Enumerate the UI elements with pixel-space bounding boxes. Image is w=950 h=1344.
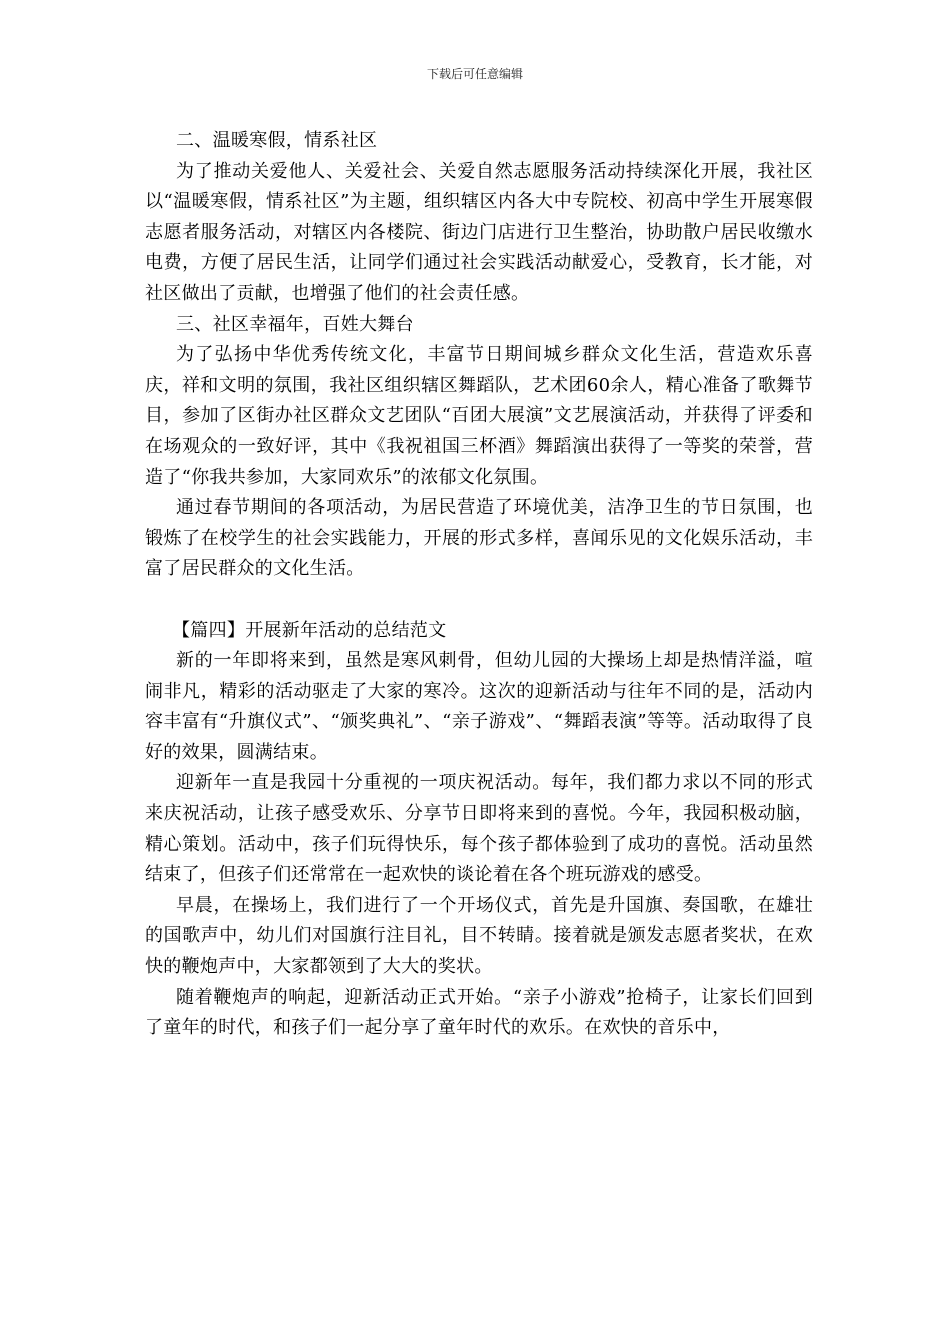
section-2-heading: 二、温暖寒假，情系社区	[176, 130, 378, 151]
page-header: 下载后可任意编辑	[426, 67, 523, 81]
document-body	[145, 126, 813, 1044]
section-3-paragraph-1: 为了弘扬中华优秀传统文化，丰富节日期间城乡群众文化生活，营造欢乐喜庆，祥和文明的氛围，我社区组织辖区舞蹈队，艺术团60余人，精心准备了歌舞节目，参加了区街办社区群众文艺团队“百团大展演”文艺展演活动，并获得了评委和在场观众的一致好评，其中《我祝祖国三杯酒》舞蹈演出获得了一等奖的荣誉，营造了“你我共参加，大家同欢乐”的浓郁文化氛围。	[145, 344, 813, 488]
section-2-paragraph-1: 为了推动关爱他人、关爱社会、关爱自然志愿服务活动持续深化开展，我社区以“温暖寒假，情系社区”为主题，组织辖区内各大中专院校、初高中学生开展寒假志愿者服务活动，对辖区内各楼院、街边门店进行卫生整治，协助散户居民收缴水电费，方便了居民生活，让同学们通过社会实践活动献爱心，受教育，长才能，对社区做出了贡献，也增强了他们的社会责任感。	[145, 160, 813, 304]
chapter-4-paragraph-2: 迎新年一直是我园十分重视的一项庆祝活动。每年，我们都力求以不同的形式来庆祝活动，让孩子感受欢乐、分享节日即将来到的喜悦。今年，我园积极动脑，精心策划。活动中，孩子们玩得快乐，每个孩子都体验到了成功的喜悦。活动虽然结束了，但孩子们还常常在一起欢快的谈论着在各个班玩游戏的感受。	[145, 772, 813, 886]
section-3-paragraph-2: 通过春节期间的各项活动，为居民营造了环境优美，洁净卫生的节日氛围，也锻炼了在校学生的社会实践能力，开展的形式多样，喜闻乐见的文化娱乐活动，丰富了居民群众的文化生活。	[145, 497, 813, 580]
section-3-heading: 三、社区幸福年，百姓大舞台	[176, 313, 414, 335]
chapter-4-paragraph-1: 新的一年即将来到，虽然是寒风刺骨，但幼儿园的大操场上却是热情洋溢，喧闹非凡，精彩的活动驱走了大家的寒冷。这次的迎新活动与往年不同的是，活动内容丰富有“升旗仪式”、“颁奖典礼”、“亲子游戏”、“舞蹈表演”等等。活动取得了良好的效果，圆满结束。	[145, 650, 813, 763]
section-spacer	[145, 585, 813, 616]
chapter-4-paragraph-4: 随着鞭炮声的响起，迎新活动正式开始。“亲子小游戏”抢椅子，让家长们回到了童年的时代，和孩子们一起分享了童年时代的欢乐。在欢快的音乐中，	[145, 986, 813, 1039]
chapter-4-paragraph-3: 早晨，在操场上，我们进行了一个开场仪式，首先是升国旗、奏国歌，在雄壮的国歌声中，幼儿们对国旗行注目礼，目不转睛。接着就是颁发志愿者奖状，在欢快的鞭炮声中，大家都领到了大大的奖状。	[145, 894, 813, 978]
chapter-4-title: 【篇四】开展新年活动的总结范文	[172, 619, 447, 641]
